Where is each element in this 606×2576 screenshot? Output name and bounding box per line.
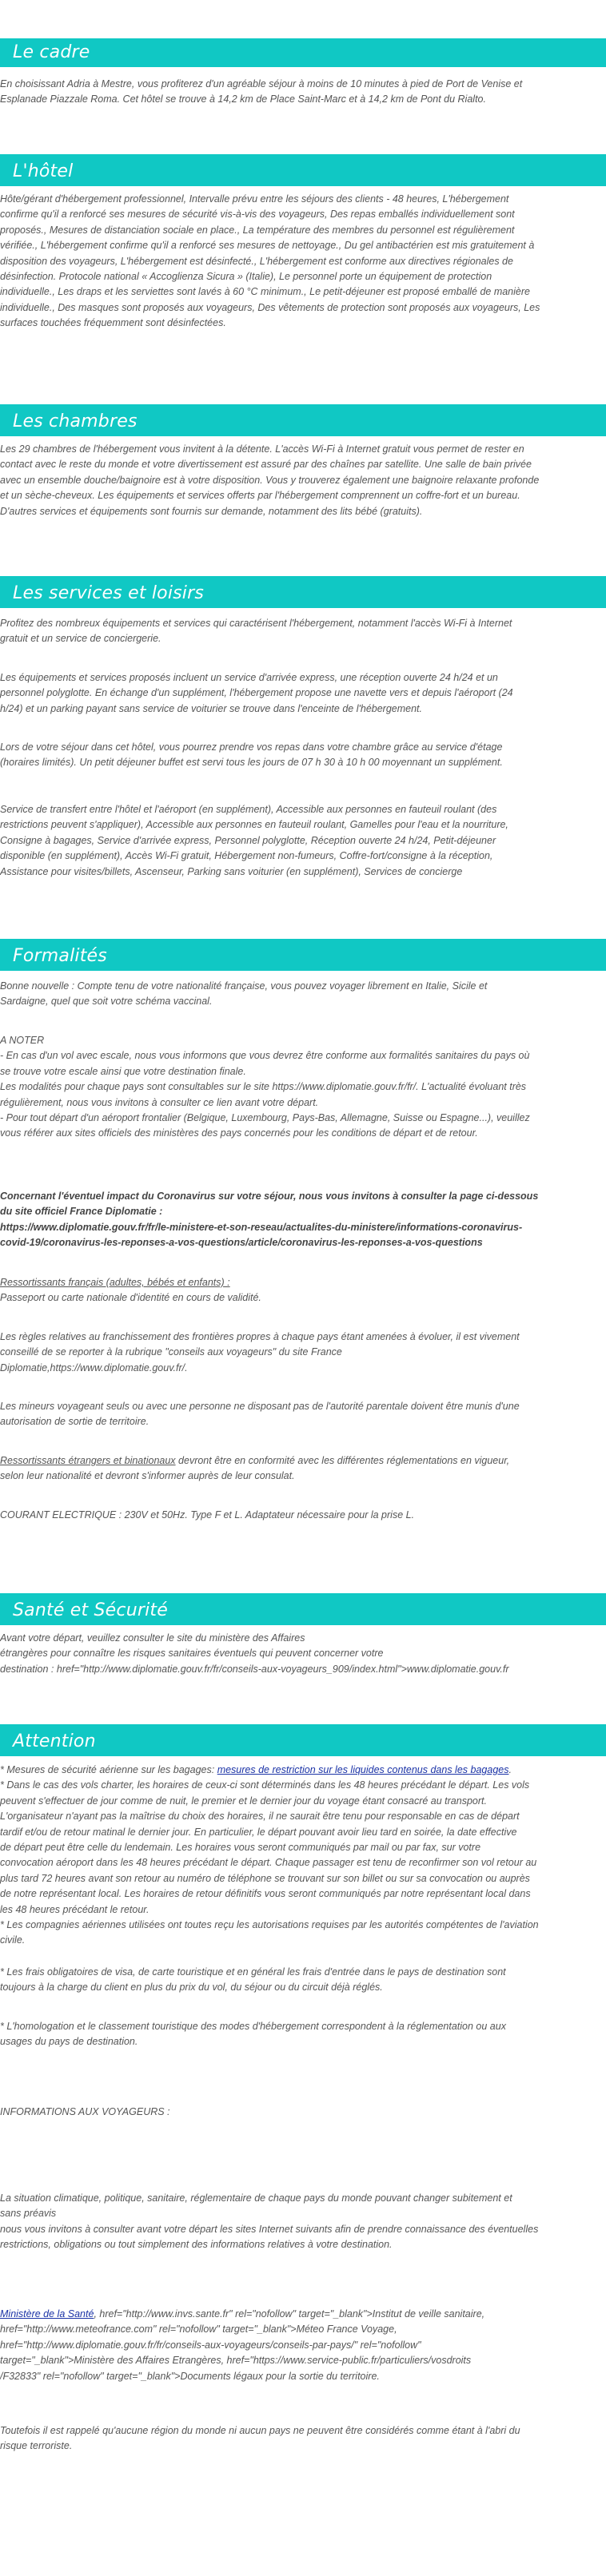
section-heading-cadre: Le cadre xyxy=(0,38,606,67)
section-heading-formalites: Formalités xyxy=(0,939,606,971)
formalites-coronavirus: Concernant l'éventuel impact du Coronavirus sur votre séjour, nous vous invitons à consulter la page ci-dessous du site officiel France Diplomatie : https://www.diplomatie.gouv.fr/fr/le-ministere-et-son-reseau/actualites-du-ministere/informations-coronavirus- covid-19/coronavirus-les-reponses-a-vos-questions/article/coronavirus-les-reponses-a-vos-questions xyxy=(0,1191,539,1249)
section-heading-sante: Santé et Sécurité xyxy=(0,1593,606,1625)
formalites-good-news: Bonne nouvelle : Compte tenu de votre nationalité française, vous pouvez voyager librement en Italie, Sicile et Sardaigne, quel que soit votre schéma vaccinal. xyxy=(0,980,488,1008)
section-heading-services: Les services et loisirs xyxy=(0,576,606,608)
section-heading-chambres: Les chambres xyxy=(0,404,606,436)
chambres-text: Les 29 chambres de l'hébergement vous invitent à la détente. L'accès Wi-Fi à Internet gratuit vous permet de rester en contact avec le reste du monde et votre divertissement est assuré par des chaînes par satellite. Une salle de bain privée avec un ensemble douche/baignoire est à votre disposition. Vous y trouverez également une baignoire relaxante profonde et un sèche-cheveux. Les équipements et services offerts par l'hébergement comprennent un coffre-fort et un bureau. D'autres services et équipements sont fournis sur demande, notamment des lits bébé (gratuits). xyxy=(0,443,540,517)
formalites-foreigners: Ressortissants étrangers et binationaux devront être en conformité avec les différentes réglementations en vigueur, selon leur nationalité et devront s'informer auprès de leur consulat. xyxy=(0,1455,510,1482)
sante-text: Avant votre départ, veuillez consulter le site du ministère des Affaires étrangères pour connaître les risques sanitaires éventuels qui peuvent concerner votre destination : href="http://www.diplomatie.gouv.fr/fr/conseils-aux-voyageurs_909/index.html">www.diplomatie.gouv.fr xyxy=(0,1632,509,1675)
services-equipment: Les équipements et services proposés incluent un service d'arrivée express, une réception ouverte 24 h/24 et un personnel polyglotte. En échange d'un supplément, l'hébergement propose une navette vers et depuis l'aéroport (24 h/24) et un parking payant sans service de voiturier se trouve dans l'enceinte de l'hébergement. xyxy=(0,672,513,714)
services-intro: Profitez des nombreux équipements et services qui caractérisent l'hébergement, notamment l'accès Wi-Fi à Internet gratuit et un service de conciergerie. xyxy=(0,618,512,645)
cadre-text: En choisissant Adria à Mestre, vous profiterez d'un agréable séjour à moins de 10 minutes à pied de Port de Venise et Esplanade Piazzale Roma. Cet hôtel se trouve à 14,2 km de Place Saint-Marc et à 14,2 km de Pont du Rialto. xyxy=(0,78,523,105)
liquid-restrictions-link[interactable]: mesures de restriction sur les liquides contenus dans les bagages xyxy=(217,1764,509,1775)
hotel-text: Hôte/gérant d'hébergement professionnel, Intervalle prévu entre les séjours des clients - 48 heures, L'hébergement confirme qu'il a renforcé ses mesures de sécurité vis-à-vis des voyageurs, Des repas emballés individuellement sont proposés., Mesures de distanciation sociale en place., La température des membres du personnel est régulièrement vérifiée., L'hébergement confirme qu'il a renforcé ses mesures de nettoyage., Du gel antibactérien est mis gratuitement à disposition des voyageurs, L'hébergement est désinfecté., L'hébergement est conforme aux directives régionales de désinfection. Protocole national « Accoglienza Sicura » (Italie), Le personnel porte un équipement de protection individuelle., Les draps et les serviettes sont lavés à 60 °C minimum., Le petit-déjeuner est proposé emballé de manière individuelle., Des masques sont proposés aux voyageurs, Des vêtements de protection sont proposés aux voyageurs, Les surfaces touchées fréquemment sont désinfectées. xyxy=(0,193,540,329)
attention-visa-fees: * Les frais obligatoires de visa, de carte touristique et en général les frais d'entrée dans le pays de destination sont toujours à la charge du client en plus du prix du vol, du séjour ou du circuit déjà réglés. xyxy=(0,1966,506,1994)
attention-terrorism: Toutefois il est rappelé qu'aucune région du monde ni aucun pays ne peuvent être considérés comme étant à l'abri du risque terroriste. xyxy=(0,2425,520,2452)
formalites-electricity: COURANT ELECTRIQUE : 230V et 50Hz. Type F et L. Adaptateur nécessaire pour la prise L. xyxy=(0,1509,415,1521)
ministere-sante-link[interactable]: Ministère de la Santé xyxy=(0,2308,94,2320)
services-list: Service de transfert entre l'hôtel et l'aéroport (en supplément), Accessible aux personnes en fauteuil roulant (des restrictions peuvent s'appliquer), Accessible aux personnes en fauteuil roulant, Gamelles pour l'eau et la nourriture, Consigne à bagages, Service d'arrivée express, Personnel polyglotte, Réception ouverte 24 h/24, Petit-déjeuner disponible (en supplément), Accès Wi-Fi gratuit, Hébergement non-fumeurs, Coffre-fort/consigne à la réception, Assistance pour visites/billets, Ascenseur, Parking sans voiturier (en supplément), Services de concierge xyxy=(0,804,508,877)
attention-classification: * L'homologation et le classement touristique des modes d'hébergement correspondent à la réglementation ou aux usages du pays de destination. xyxy=(0,2021,506,2048)
formalites-note: A NOTER - En cas d'un vol avec escale, nous vous informons que vous devrez être conforme aux formalités sanitaires du pays où se trouve votre escale ainsi que votre destination finale. Les modalités pour chaque pays sont consultables sur le site https://www.diplomatie.gouv.fr/fr/. L'actualité évoluant très régulièrement, nous vous invitons à consulter ce lien avant votre départ. - Pour tout départ d'un aéroport frontalier (Belgique, Luxembourg, Pays-Bas, Allemagne, Suisse ou Espagne...), veuillez vous référer aux sites officiels des ministères des pays concernés pour les conditions de départ et de retour. xyxy=(0,1035,530,1139)
section-heading-attention: Attention xyxy=(0,1724,606,1756)
attention-info-text: La situation climatique, politique, sanitaire, réglementaire de chaque pays du monde pouvant changer subitement et sans préavis nous vous invitons à consulter avant votre départ les sites Internet suivants afin de prendre connaissance des éventuelles restrictions, obligations ou tout simplement des informations relatives à votre destination. xyxy=(0,2192,539,2251)
services-meals: Lors de votre séjour dans cet hôtel, vous pourrez prendre vos repas dans votre chambre grâce au service d'étage (horaires limités). Un petit déjeuner buffet est servi tous les jours de 07 h 30 à 10 h 00 moyennant un supplément. xyxy=(0,741,503,769)
attention-text: * Mesures de sécurité aérienne sur les bagages: mesures de restriction sur les liquides contenus dans les bagages. * Dans le cas des vols charter, les horaires de ceux-ci sont déterminés dans les 48 heures précédant le départ. Les vols peuvent s'effectuer de jour comme de nuit, le premier et le dernier jour du voyage étant consacré au transport. L'organisateur n'ayant pas la maîtrise du choix des horaires, il ne saurait être tenu pour responsable en cas de départ tardif et/ou de retour matinal le dernier jour. En particulier, le départ pouvant avoir lieu tard en soirée, la date effective de départ peut être celle du lendemain. Les horaires vous seront communiqués par mail ou par fax, sur votre convocation aéroport dans les 48 heures précédant le départ. Chaque passager est tenu de reconfirmer son vol retour au plus tard 72 heures avant son retour au numéro de téléphone se trouvant sur son billet ou sur sa convocation ou auprès de notre représentant local. Les horaires de retour définitifs vous seront communiqués par notre représentant local dans les 48 heures précédant le retour. * Les compagnies aériennes utilisées ont toutes reçu les autorisations requises par les autorités compétentes de l'aviation civile. xyxy=(0,1764,539,1946)
formalites-minors: Les mineurs voyageant seuls ou avec une personne ne disposant pas de l'autorité parentale doivent être munis d'une autorisation de sortie de territoire. xyxy=(0,1401,520,1428)
attention-info-title: INFORMATIONS AUX VOYAGEURS : xyxy=(0,2106,170,2117)
attention-useful-links: Ministère de la Santé, href="http://www.invs.sante.fr" rel="nofollow" target="_blank">Institut de veille sanitaire, href="http://www.meteofrance.com" rel="nofollow" target="_blank">Méteo France Voyage, href="http://www.diplomatie.gouv.fr/fr/conseils-aux-voyageurs/conseils-par-pays/" rel="nofollow" target="_blank">Ministère des Affaires Etrangères, href="https://www.service-public.fr/particuliers/vosdroits /F32833" rel="nofollow" target="_blank">Documents légaux pour la sortie du territoire. xyxy=(0,2308,485,2382)
section-heading-hotel: L'hôtel xyxy=(0,154,606,186)
formalites-french-nationals: Ressortissants français (adultes, bébés et enfants) : Passeport ou carte nationale d'identité en cours de validité. xyxy=(0,1277,261,1304)
formalites-borders: Les règles relatives au franchissement des frontières propres à chaque pays étant amenées à évoluer, il est vivement conseillé de se reporter à la rubrique "conseils aux voyageurs" du site France Diplomatie,https://www.diplomatie.gouv.fr/. xyxy=(0,1331,520,1373)
